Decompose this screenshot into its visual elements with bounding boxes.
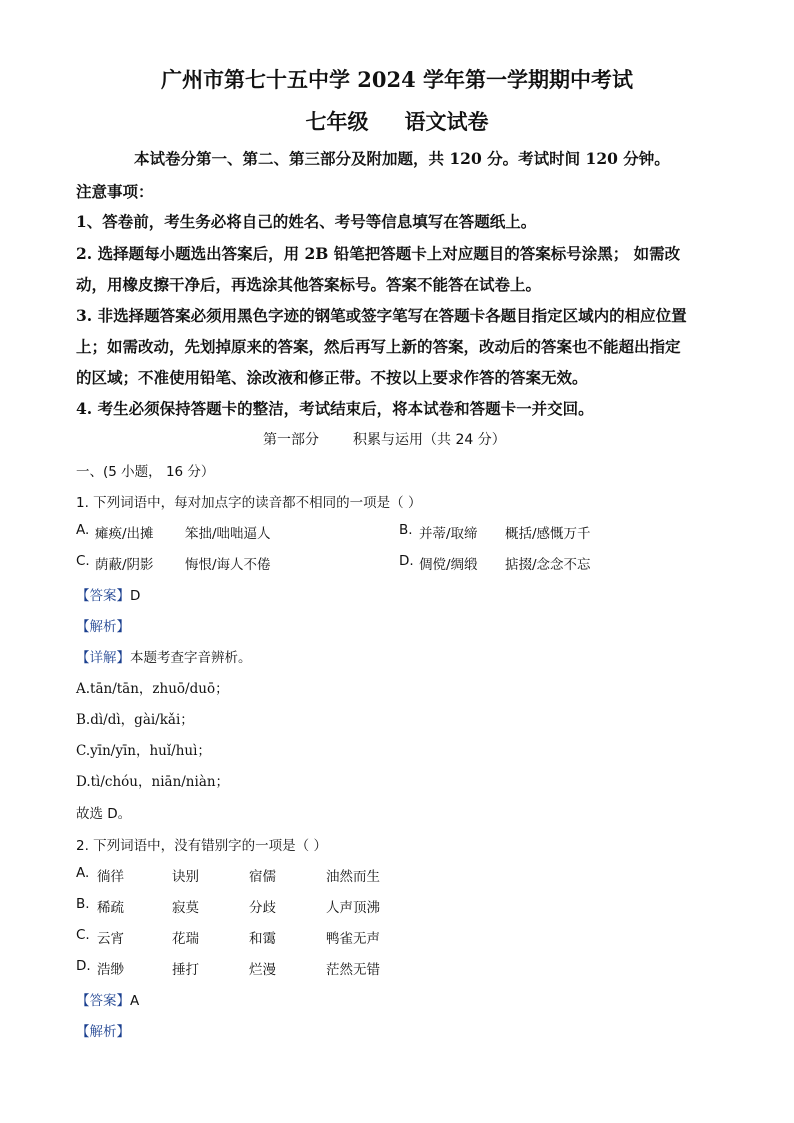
q2-option-word: 徜徉 <box>97 869 124 885</box>
q2-option-label: D. <box>76 958 91 974</box>
note-4: 4. 考生必须保持答题卡的整洁，考试结束后，将本试卷和答题卡一并交回。 <box>76 399 594 418</box>
note-3-line-1: 3. 非选择题答案必须用黑色字迹的钢笔或签字笔写在答题卡各题目指定区域内的相应位置 <box>76 306 687 325</box>
q1-option-a-word-2: 笨拙/咄咄逼人 <box>185 526 271 542</box>
q2-option-word: 人声顶沸 <box>326 900 380 916</box>
subtitle-subject: 语文试卷 <box>404 109 489 134</box>
q2-option-row <box>0 927 794 947</box>
q1-option-a-word-1: 瘫痪/出摊 <box>95 526 154 542</box>
q1-detail <box>76 646 252 666</box>
q1-answer <box>76 584 140 604</box>
q1-detail-text: 本题考查字音辨析。 <box>130 650 252 666</box>
q1-explain-d: D.tì/chóu，niān/niàn； <box>76 774 230 790</box>
q1-stem: 1. 下列词语中，每对加点字的读音都不相同的一项是（ ） <box>76 495 422 511</box>
q1-option-d-label: D. <box>399 553 414 569</box>
exam-info: 本试卷分第一、第二、第三部分及附加题，共 120 分。考试时间 120 分钟。 <box>134 149 670 168</box>
q1-conclusion: 故选 D。 <box>76 806 132 822</box>
q1-option-c-word-1: 荫蔽/阴影 <box>95 557 154 573</box>
q2-option-word: 茫然无错 <box>326 962 380 978</box>
q2-option-label: B. <box>76 896 90 912</box>
note-1: 1、答卷前，考生务必将自己的姓名、考号等信息填写在答题纸上。 <box>76 212 537 231</box>
q2-stem: 2. 下列词语中，没有错别字的一项是（ ） <box>76 838 327 854</box>
q2-option-word: 捶打 <box>172 962 199 978</box>
subtitle-grade: 七年级 <box>305 109 369 134</box>
q2-option-word: 花瑞 <box>172 931 199 947</box>
q2-option-word: 寂莫 <box>172 900 199 916</box>
q1-answer-value: D <box>130 588 141 604</box>
q2-option-row <box>0 865 794 885</box>
q2-option-word: 稀疏 <box>97 900 124 916</box>
q2-option-word: 分歧 <box>249 900 276 916</box>
q2-option-label: C. <box>76 927 90 943</box>
q2-option-word: 鸭雀无声 <box>326 931 380 947</box>
q2-option-word: 诀别 <box>172 869 199 885</box>
q1-option-c-word-2: 悔恨/诲人不倦 <box>185 557 271 573</box>
part1-heading <box>263 429 506 449</box>
q2-option-word: 烂漫 <box>249 962 276 978</box>
q1-explain-c: C.yīn/yīn，huǐ/huì； <box>76 743 211 759</box>
q1-option-b-word-1: 并蒂/取缔 <box>419 526 478 542</box>
q1-option-d-word-1: 倜傥/绸缎 <box>419 557 478 573</box>
q1-options-row-cd <box>0 553 794 573</box>
note-3-line-2: 上；如需改动，先划掉原来的答案，然后再写上新的答案，改动后的答案也不能超出指定 <box>76 337 681 356</box>
q2-option-row <box>0 958 794 978</box>
q1-analysis-tag: 【解析】 <box>76 619 130 635</box>
q2-option-label: A. <box>76 865 90 881</box>
q2-analysis-tag: 【解析】 <box>76 1024 130 1040</box>
q2-answer-tag: 【答案】 <box>76 993 130 1009</box>
q1-explain-a: A.tān/tān，zhuō/duō； <box>76 681 229 697</box>
q1-option-d-word-2: 掂掇/念念不忘 <box>505 557 591 573</box>
q2-option-word: 云宵 <box>97 931 124 947</box>
note-2-line-1: 2. 选择题每小题选出答案后，用 2B 铅笔把答题卡上对应题目的答案标号涂黑； 如需改 <box>76 244 681 263</box>
part1-heading-title: 积累与运用（共 24 分） <box>353 432 506 448</box>
q1-detail-tag: 【详解】 <box>76 650 130 666</box>
q1-option-b-word-2: 概括/感慨万千 <box>505 526 591 542</box>
note-3-line-3: 的区域；不准使用铅笔、涂改液和修正带。不按以上要求作答的答案无效。 <box>76 368 588 387</box>
q2-option-word: 宿儒 <box>249 869 276 885</box>
q2-answer <box>76 989 139 1009</box>
q2-answer-value: A <box>130 993 140 1009</box>
exam-title: 广州市第七十五中学 2024 学年第一学期期中考试 <box>160 67 634 92</box>
q2-option-row <box>0 896 794 916</box>
q2-option-word: 油然而生 <box>326 869 380 885</box>
q1-option-c-label: C. <box>76 553 90 569</box>
exam-subtitle <box>0 106 794 136</box>
q2-option-word: 和霭 <box>249 931 276 947</box>
q2-option-word: 浩缈 <box>97 962 124 978</box>
q1-option-a-label: A. <box>76 522 90 538</box>
part1-heading-label: 第一部分 <box>263 432 319 448</box>
q1-answer-tag: 【答案】 <box>76 588 130 604</box>
q1-explain-b: B.dì/dì，gài/kǎi； <box>76 712 194 728</box>
notes-heading: 注意事项： <box>76 182 154 201</box>
section-one-heading: 一、(5 小题， 16 分） <box>76 464 215 480</box>
q1-options-row-ab <box>0 522 794 542</box>
q1-option-b-label: B. <box>399 522 413 538</box>
note-2-line-2: 动，用橡皮擦干净后，再选涂其他答案标号。答案不能答在试卷上。 <box>76 275 542 294</box>
